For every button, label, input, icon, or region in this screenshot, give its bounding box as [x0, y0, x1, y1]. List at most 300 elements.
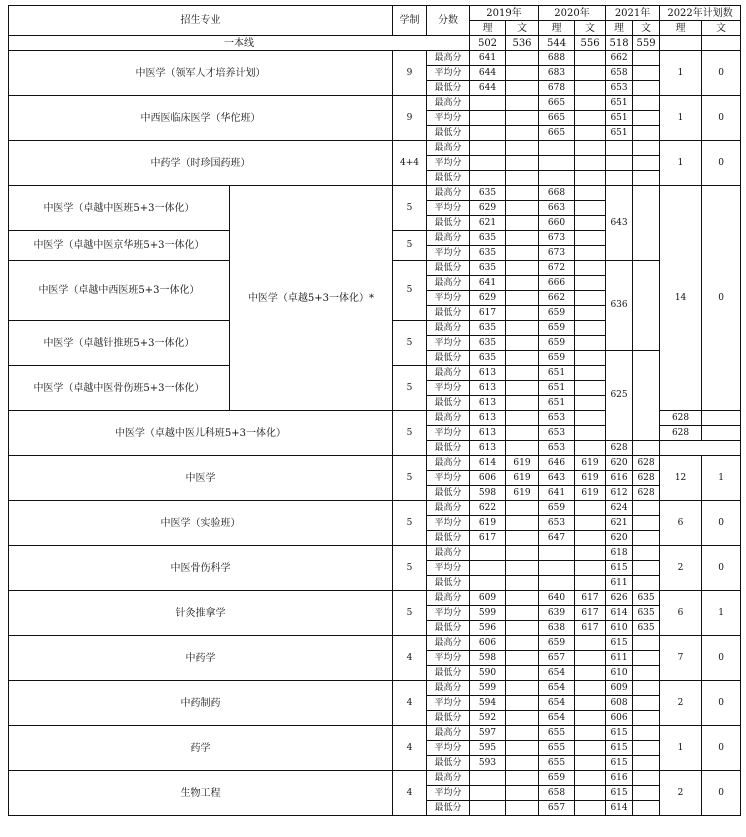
score-cell: 659 [539, 336, 575, 351]
score-cell: 653 [539, 441, 575, 456]
score-type-label: 平均分 [427, 156, 470, 171]
score-cell [633, 96, 660, 111]
score-cell [606, 171, 633, 186]
score-cell: 644 [470, 66, 506, 81]
score-type-label: 最高分 [427, 726, 470, 741]
score-cell [506, 801, 539, 816]
score-cell: 662 [606, 51, 633, 66]
plan-science: 1 [660, 51, 702, 96]
major-name: 生物工程 [9, 771, 393, 816]
score-cell: 617 [470, 531, 506, 546]
score-type-label: 最低分 [427, 306, 470, 321]
score-cell-2021-merged: 636 [606, 261, 633, 351]
score-cell [633, 81, 660, 96]
header-year-2021: 2021年 [606, 6, 660, 21]
plan-arts: 1 [702, 591, 741, 636]
header-arts: 文 [633, 21, 660, 36]
score-type-label: 最低分 [427, 261, 470, 276]
score-cell: 678 [539, 81, 575, 96]
score-cell: 651 [539, 381, 575, 396]
score-cell: 628 [606, 441, 633, 456]
plan-science: 2 [660, 771, 702, 816]
score-cell: 653 [539, 426, 575, 441]
score-type-label: 最低分 [427, 351, 470, 366]
score-type-label: 最低分 [427, 531, 470, 546]
score-type-label: 最高分 [427, 141, 470, 156]
score-cell [575, 441, 606, 456]
score-cell [506, 366, 539, 381]
score-cell: 598 [470, 651, 506, 666]
plan-arts: 1 [702, 456, 741, 501]
score-cell: 614 [470, 456, 506, 471]
score-cell: 628 [633, 456, 660, 471]
score-cell [575, 771, 606, 786]
score-cell: 615 [606, 756, 633, 771]
score-cell [633, 576, 660, 591]
score-cell: 672 [539, 261, 575, 276]
score-cell: 665 [539, 111, 575, 126]
tier-line-value: 518 [606, 36, 633, 51]
score-cell: 613 [470, 411, 506, 426]
score-type-label: 最高分 [427, 681, 470, 696]
table-row [9, 591, 741, 606]
score-type-label: 最低分 [427, 126, 470, 141]
score-cell [633, 111, 660, 126]
major-name: 中医学（卓越中西医班5+3一体化） [9, 261, 230, 321]
score-type-label: 最低分 [427, 801, 470, 816]
tier-line-plan-blank [702, 36, 741, 51]
score-cell: 653 [539, 411, 575, 426]
score-cell: 654 [539, 666, 575, 681]
score-type-label: 平均分 [427, 201, 470, 216]
score-cell [506, 171, 539, 186]
score-cell: 659 [539, 636, 575, 651]
score-cell [506, 741, 539, 756]
score-cell: 595 [470, 741, 506, 756]
score-type-label: 平均分 [427, 516, 470, 531]
score-cell [575, 411, 606, 426]
plan-science: 1 [660, 96, 702, 141]
plan-science: 2 [660, 546, 702, 591]
score-cell [506, 786, 539, 801]
score-cell: 629 [470, 201, 506, 216]
plan-arts: 0 [702, 141, 741, 186]
score-cell: 610 [606, 666, 633, 681]
score-cell [506, 411, 539, 426]
score-cell: 606 [470, 471, 506, 486]
header-science: 理 [660, 21, 702, 36]
score-cell [633, 51, 660, 66]
score-cell [506, 651, 539, 666]
score-cell [575, 696, 606, 711]
score-cell: 638 [539, 621, 575, 636]
plan-science: 7 [660, 636, 702, 681]
score-cell [539, 576, 575, 591]
score-cell [470, 141, 506, 156]
score-type-label: 最低分 [427, 621, 470, 636]
score-cell: 651 [539, 366, 575, 381]
tier-line-value: 556 [575, 36, 606, 51]
table-row [9, 186, 741, 201]
score-cell [575, 531, 606, 546]
score-cell [633, 156, 660, 171]
major-name: 中医学（卓越中医儿科班5+3一体化） [9, 411, 393, 456]
score-cell: 612 [606, 486, 633, 501]
plan-arts: 0 [702, 546, 741, 591]
score-type-label: 平均分 [427, 696, 470, 711]
score-cell: 643 [539, 471, 575, 486]
duration-cell: 4 [393, 636, 427, 681]
score-cell: 662 [539, 291, 575, 306]
score-cell: 651 [606, 96, 633, 111]
score-cell: 647 [539, 531, 575, 546]
duration-cell: 4 [393, 771, 427, 816]
score-cell [470, 156, 506, 171]
score-type-label: 最高分 [427, 96, 470, 111]
score-cell [470, 801, 506, 816]
score-type-label: 平均分 [427, 471, 470, 486]
score-cell [633, 786, 660, 801]
score-cell [633, 561, 660, 576]
score-cell [575, 156, 606, 171]
score-cell: 597 [470, 726, 506, 741]
score-cell [575, 741, 606, 756]
score-cell [575, 801, 606, 816]
score-cell [506, 381, 539, 396]
score-cell [575, 636, 606, 651]
score-cell [575, 381, 606, 396]
score-cell [575, 291, 606, 306]
score-cell: 660 [539, 216, 575, 231]
score-cell [539, 561, 575, 576]
header-year-2019: 2019年 [470, 6, 539, 21]
score-cell [633, 66, 660, 81]
duration-cell: 9 [393, 51, 427, 96]
score-cell: 613 [470, 396, 506, 411]
score-cell: 654 [539, 681, 575, 696]
score-cell [506, 756, 539, 771]
score-cell [539, 156, 575, 171]
score-cell: 614 [606, 801, 633, 816]
major-name: 中药学 [9, 636, 393, 681]
admission-score-table [8, 5, 741, 816]
score-cell [470, 561, 506, 576]
score-cell [575, 81, 606, 96]
tier-line-label: 一本线 [9, 36, 470, 51]
score-cell [506, 681, 539, 696]
header-science: 理 [606, 21, 633, 36]
score-cell [575, 321, 606, 336]
score-type-label: 平均分 [427, 66, 470, 81]
score-cell [606, 156, 633, 171]
score-cell [506, 111, 539, 126]
duration-cell: 4 [393, 681, 427, 726]
score-cell: 613 [470, 441, 506, 456]
score-cell: 606 [470, 636, 506, 651]
score-cell: 619 [506, 456, 539, 471]
score-cell [575, 201, 606, 216]
score-cell [506, 306, 539, 321]
duration-cell: 5 [393, 366, 427, 411]
score-cell [506, 561, 539, 576]
score-type-label: 平均分 [427, 291, 470, 306]
score-cell: 619 [506, 486, 539, 501]
score-cell: 619 [575, 486, 606, 501]
score-cell: 613 [470, 381, 506, 396]
score-cell [633, 441, 660, 456]
score-cell: 609 [606, 681, 633, 696]
score-cell [506, 576, 539, 591]
score-cell: 615 [606, 561, 633, 576]
score-cell: 644 [470, 81, 506, 96]
score-type-label: 平均分 [427, 426, 470, 441]
score-cell: 596 [470, 621, 506, 636]
major-name: 针灸推拿学 [9, 591, 393, 636]
score-type-label: 平均分 [427, 561, 470, 576]
score-cell [470, 96, 506, 111]
score-type-label: 平均分 [427, 246, 470, 261]
score-cell: 635 [633, 606, 660, 621]
table-row [9, 546, 741, 561]
score-type-label: 平均分 [427, 111, 470, 126]
table-row [9, 141, 741, 156]
score-cell [606, 141, 633, 156]
score-type-label: 最高分 [427, 186, 470, 201]
score-cell: 617 [575, 621, 606, 636]
plan-arts: 0 [702, 501, 741, 546]
score-cell [506, 351, 539, 366]
major-name: 中医学 [9, 456, 393, 501]
score-type-label: 最高分 [427, 771, 470, 786]
score-cell [575, 786, 606, 801]
plan-arts: 0 [702, 681, 741, 726]
score-type-label: 最高分 [427, 636, 470, 651]
score-cell [506, 396, 539, 411]
score-cell: 641 [539, 486, 575, 501]
score-cell [470, 546, 506, 561]
score-cell [575, 711, 606, 726]
score-cell [575, 306, 606, 321]
score-cell-2021-arts-merged [633, 261, 660, 351]
score-cell: 673 [539, 231, 575, 246]
score-cell: 599 [470, 606, 506, 621]
score-cell: 594 [470, 696, 506, 711]
score-cell [633, 756, 660, 771]
score-cell [506, 96, 539, 111]
score-cell: 635 [470, 336, 506, 351]
score-cell [575, 141, 606, 156]
score-cell-2021-merged: 625 [606, 351, 633, 441]
score-cell: 617 [470, 306, 506, 321]
score-cell [633, 141, 660, 156]
plan-science: 14 [660, 186, 702, 411]
score-cell [575, 171, 606, 186]
score-cell [575, 681, 606, 696]
header-arts: 文 [506, 21, 539, 36]
header-plan-2022: 2022年计划数 [660, 6, 741, 21]
score-cell: 659 [539, 321, 575, 336]
score-cell: 683 [539, 66, 575, 81]
score-cell: 668 [539, 186, 575, 201]
score-cell [633, 741, 660, 756]
table-row [9, 96, 741, 111]
duration-cell: 5 [393, 501, 427, 546]
header-major: 招生专业 [9, 6, 393, 36]
score-cell: 628 [660, 411, 702, 426]
score-cell: 688 [539, 51, 575, 66]
score-cell: 615 [606, 786, 633, 801]
major-name: 中医骨伤科学 [9, 546, 393, 591]
table-row [9, 456, 741, 471]
plan-science: 6 [660, 591, 702, 636]
major-name: 中药制药 [9, 681, 393, 726]
score-cell: 655 [539, 741, 575, 756]
score-cell [633, 126, 660, 141]
header-science: 理 [470, 21, 506, 36]
score-cell [506, 81, 539, 96]
plan-arts: 0 [702, 96, 741, 141]
score-cell: 655 [539, 726, 575, 741]
score-cell: 635 [470, 351, 506, 366]
score-cell: 673 [539, 246, 575, 261]
major-name: 中医学（实验班） [9, 501, 393, 546]
score-cell: 592 [470, 711, 506, 726]
header-duration: 学制 [393, 6, 427, 36]
tier-line-value: 536 [506, 36, 539, 51]
major-name: 药学 [9, 726, 393, 771]
score-cell: 620 [606, 531, 633, 546]
score-type-label: 最高分 [427, 501, 470, 516]
score-cell [633, 171, 660, 186]
score-type-label: 最低分 [427, 396, 470, 411]
score-cell: 658 [539, 786, 575, 801]
duration-cell: 5 [393, 591, 427, 636]
score-type-label: 最高分 [427, 321, 470, 336]
score-cell: 619 [575, 471, 606, 486]
score-type-label: 平均分 [427, 336, 470, 351]
score-type-label: 平均分 [427, 786, 470, 801]
score-cell: 619 [575, 456, 606, 471]
score-cell: 635 [633, 591, 660, 606]
score-cell: 615 [606, 636, 633, 651]
score-type-label: 最低分 [427, 486, 470, 501]
score-cell [506, 591, 539, 606]
score-cell [470, 786, 506, 801]
score-cell [470, 576, 506, 591]
score-cell [506, 66, 539, 81]
header-year-2020: 2020年 [539, 6, 606, 21]
score-cell [575, 576, 606, 591]
score-cell [575, 426, 606, 441]
score-cell: 641 [470, 276, 506, 291]
score-cell [470, 171, 506, 186]
score-cell [506, 696, 539, 711]
score-cell: 626 [606, 591, 633, 606]
score-cell: 624 [606, 501, 633, 516]
score-cell: 659 [539, 501, 575, 516]
score-cell [506, 426, 539, 441]
score-cell [506, 621, 539, 636]
score-type-label: 最低分 [427, 216, 470, 231]
table-row [9, 681, 741, 696]
score-cell: 616 [606, 471, 633, 486]
table-row [9, 726, 741, 741]
score-cell [633, 696, 660, 711]
score-cell: 599 [470, 681, 506, 696]
score-type-label: 平均分 [427, 381, 470, 396]
score-cell: 620 [606, 456, 633, 471]
tier-line-value: 559 [633, 36, 660, 51]
score-cell: 659 [539, 771, 575, 786]
score-type-label: 最高分 [427, 51, 470, 66]
score-cell [633, 546, 660, 561]
score-cell: 657 [539, 651, 575, 666]
score-cell: 653 [606, 81, 633, 96]
score-cell: 651 [539, 396, 575, 411]
plan-science: 2 [660, 681, 702, 726]
score-cell [702, 426, 741, 441]
header-science: 理 [539, 21, 575, 36]
score-cell: 629 [470, 291, 506, 306]
score-type-label: 平均分 [427, 741, 470, 756]
score-cell [633, 771, 660, 786]
score-cell [506, 711, 539, 726]
score-cell [575, 246, 606, 261]
score-type-label: 最高分 [427, 456, 470, 471]
score-cell [575, 111, 606, 126]
score-cell: 646 [539, 456, 575, 471]
score-cell [506, 186, 539, 201]
score-cell [575, 276, 606, 291]
score-cell: 628 [633, 486, 660, 501]
plan-science: 12 [660, 456, 702, 501]
score-cell: 621 [470, 216, 506, 231]
plan-science: 1 [660, 726, 702, 771]
score-cell: 651 [606, 111, 633, 126]
score-cell: 611 [606, 651, 633, 666]
score-cell [702, 411, 741, 426]
score-cell [506, 276, 539, 291]
score-cell [506, 126, 539, 141]
score-type-label: 最低分 [427, 441, 470, 456]
major-name: 中医学（卓越针推班5+3一体化） [9, 321, 230, 366]
duration-cell: 5 [393, 456, 427, 501]
score-cell [575, 261, 606, 276]
header-score-type: 分数 [427, 6, 470, 36]
score-cell: 654 [539, 711, 575, 726]
table-row [9, 501, 741, 516]
score-cell [539, 171, 575, 186]
score-cell: 590 [470, 666, 506, 681]
score-cell [506, 321, 539, 336]
score-cell [506, 531, 539, 546]
score-cell [506, 666, 539, 681]
score-cell [506, 546, 539, 561]
table-row [9, 636, 741, 651]
duration-cell: 5 [393, 546, 427, 591]
score-cell: 598 [470, 486, 506, 501]
score-cell [633, 711, 660, 726]
duration-cell: 9 [393, 96, 427, 141]
header-arts: 文 [575, 21, 606, 36]
score-type-label: 最高分 [427, 411, 470, 426]
score-cell [575, 561, 606, 576]
score-cell: 621 [606, 516, 633, 531]
score-cell [506, 336, 539, 351]
plan-arts: 0 [702, 186, 741, 411]
score-cell [575, 51, 606, 66]
score-cell: 613 [470, 426, 506, 441]
